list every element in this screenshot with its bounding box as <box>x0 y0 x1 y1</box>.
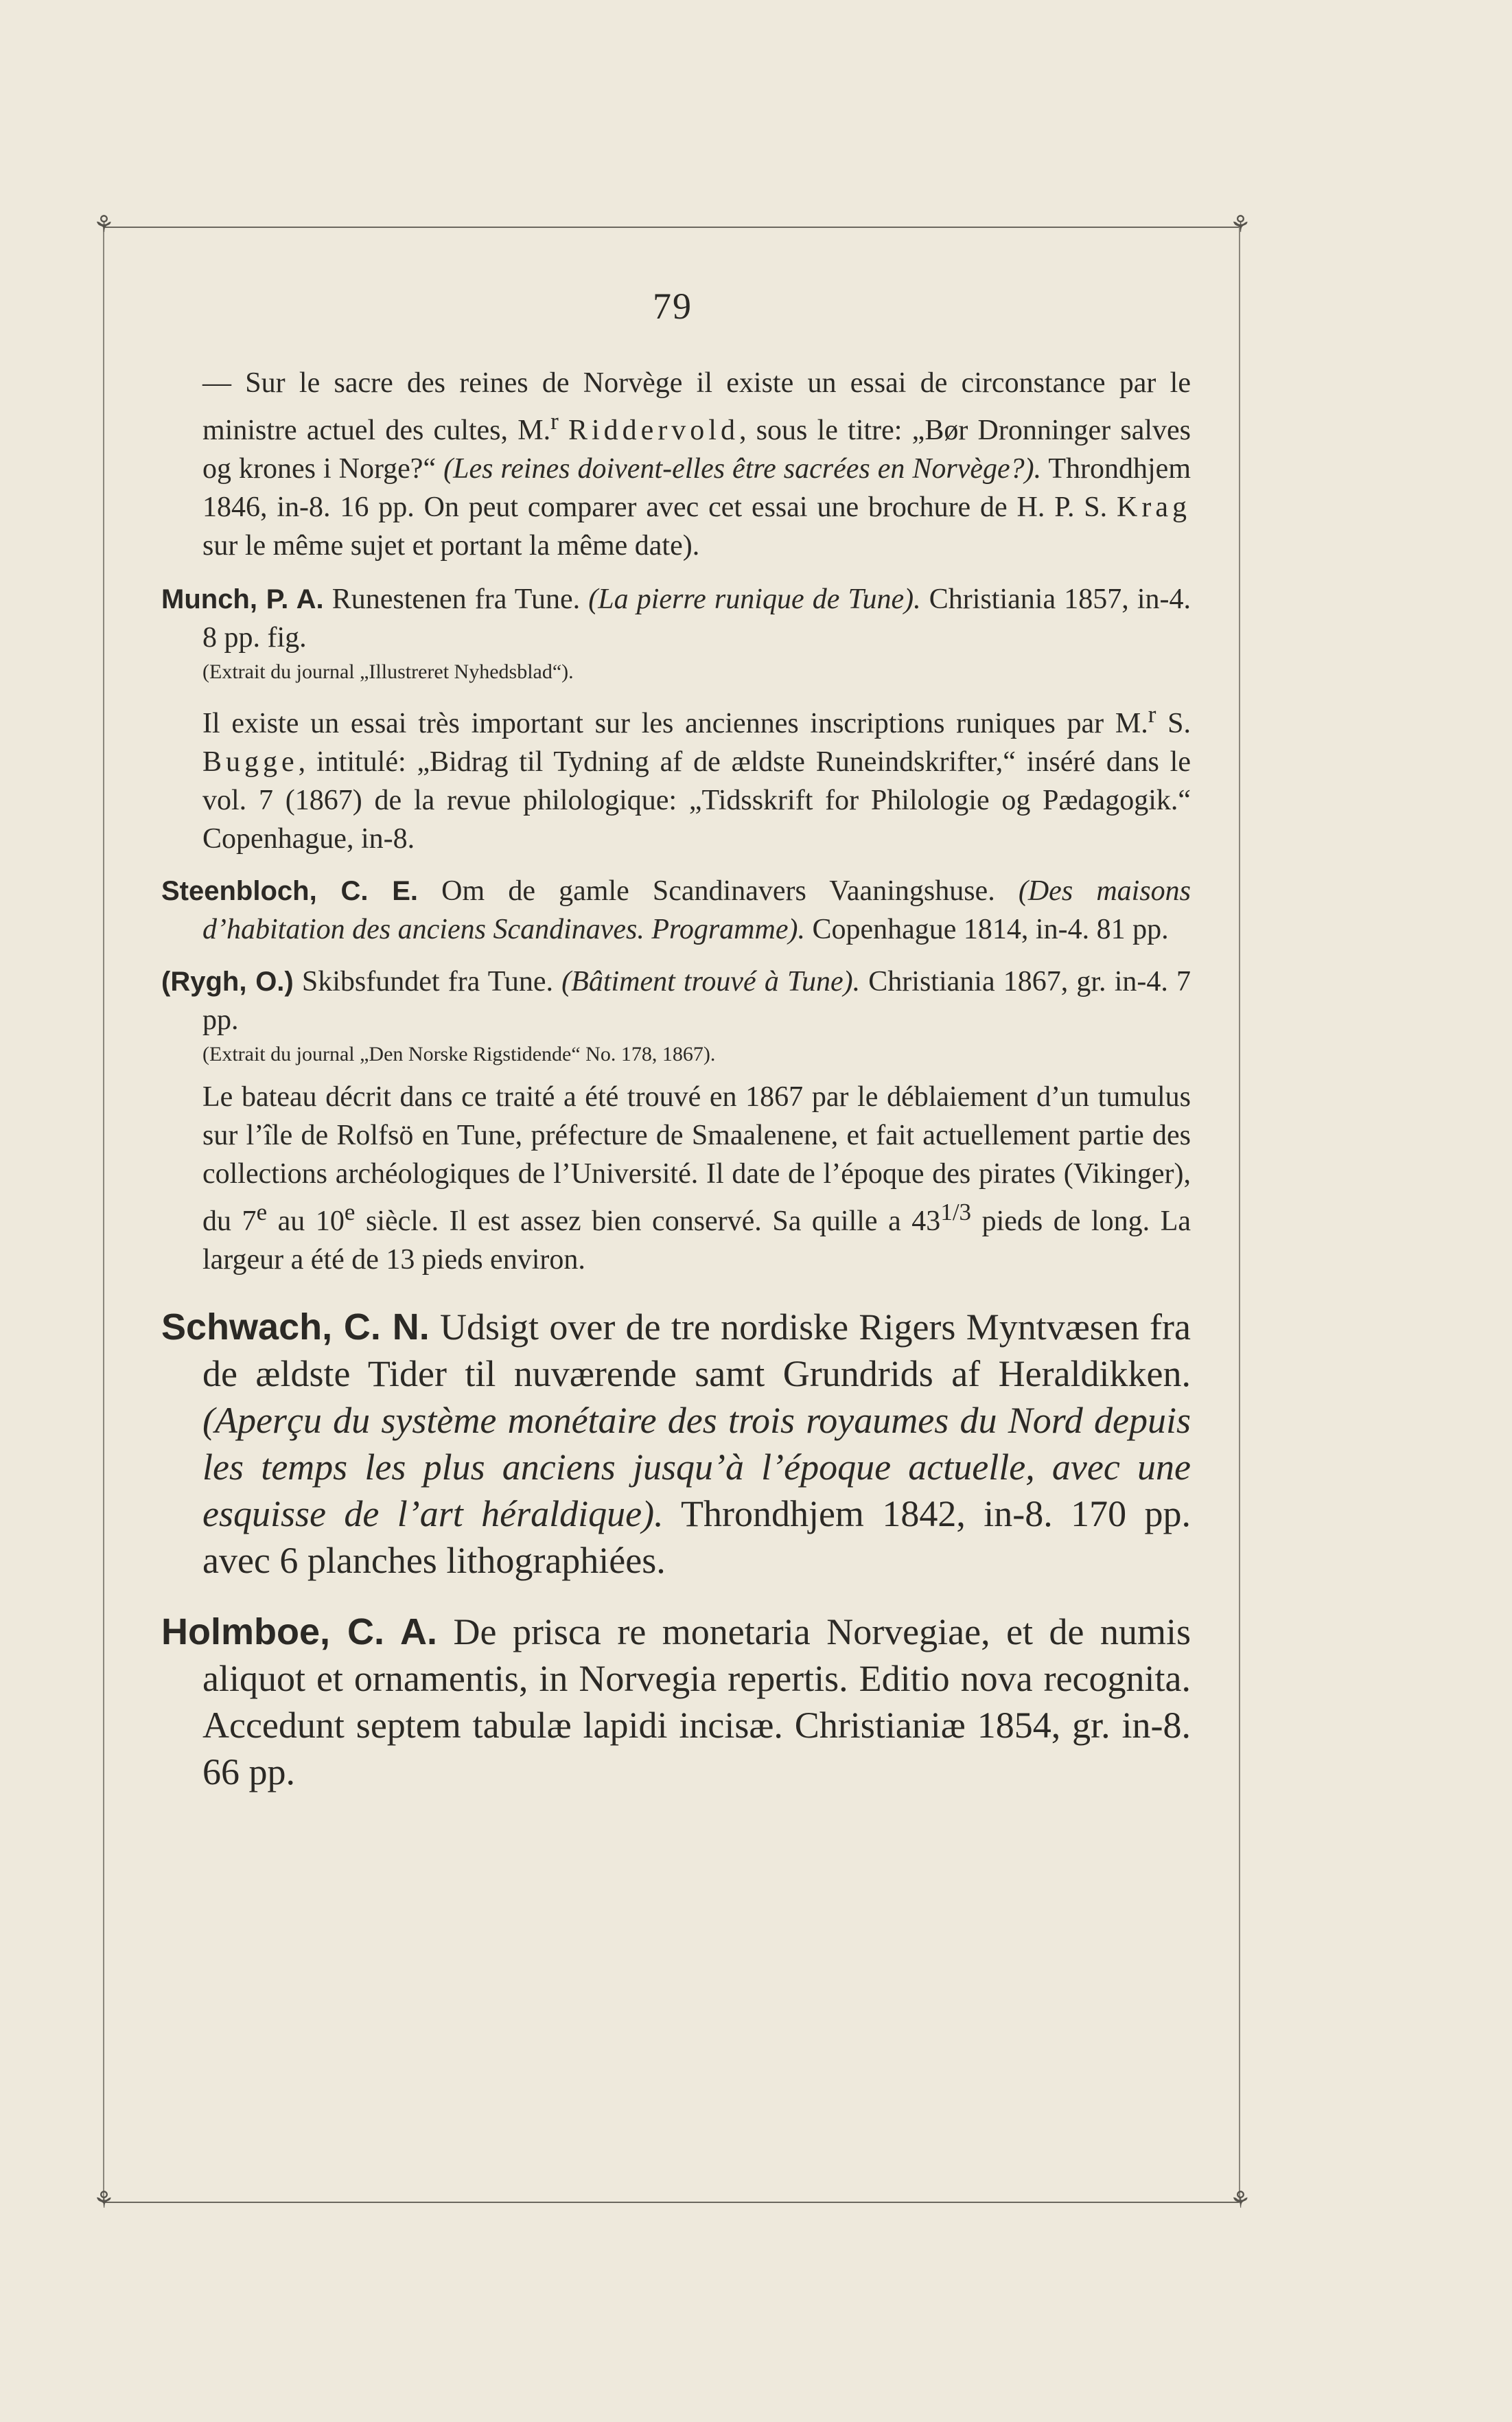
entry-author: Steenbloch, C. E. <box>161 876 419 906</box>
corner-ornament-icon: ⚘ <box>93 211 115 238</box>
entry-citation <box>161 962 1191 1039</box>
bibliography-entry <box>161 1304 1191 1584</box>
text: pieds de long. La largeur a été de 13 pieds environ. <box>202 1206 1191 1276</box>
text: Christiania 1867, gr. in-4. 7 pp. <box>202 966 1191 1036</box>
page-content <box>161 364 1191 1809</box>
text: Udsigt over de tre nordiske Rigers Myntvæsen fra de ældste Tider til nuværende samt Grundrids af Heraldikken. <box>202 1306 1191 1394</box>
corner-ornament-icon: ⚘ <box>1230 211 1251 238</box>
italic-text: (Les reines doivent-elles être sacrées en Norvège?). <box>443 453 1042 485</box>
entry-citation <box>161 872 1191 949</box>
superscript: r <box>550 408 559 435</box>
entry-commentary <box>161 695 1191 858</box>
text: Il existe un essai très important sur les anciennes inscriptions runiques par M. <box>202 708 1148 739</box>
fraction: 1/3 <box>940 1199 972 1225</box>
text: Throndhjem 1842, in-8. 170 pp. avec 6 planches lithographiées. <box>202 1493 1191 1581</box>
text: — Sur le sacre des reines de Norvège il existe un essai de circonstance par le ministre actuel des cultes, M. <box>202 367 1191 446</box>
italic-text: (Des maisons d’habitation des anciens Scandinaves. Programme). <box>202 875 1191 945</box>
frame-left-rule <box>103 227 104 2202</box>
italic-text: (Bâtiment trouvé à Tune). <box>561 966 861 997</box>
entry-author: (Rygh, O.) <box>161 967 294 997</box>
italic-text: (La pierre runique de Tune). <box>588 584 921 615</box>
bibliography-entry <box>161 962 1191 1279</box>
text: S. <box>1156 708 1191 739</box>
entry-note: (Extrait du journal „Den Norske Rigstidende“ No. 178, 1867). <box>202 1043 716 1065</box>
bibliography-entry <box>161 1608 1191 1795</box>
corner-ornament-icon: ⚘ <box>93 2187 115 2214</box>
text: Runestenen fra Tune. <box>323 584 589 615</box>
entry-author: Munch, P. A. <box>161 584 324 614</box>
text: De prisca re monetaria Norvegiae, et de numis aliquot et ornamentis, in Norvegia repertis. Editio nova recognita. Accedunt septem tabulæ lapidi incisæ. Christianiæ 1854, gr. in-8. 66 pp. <box>202 1611 1191 1792</box>
corner-ornament-icon: ⚘ <box>1230 2187 1251 2214</box>
frame-bottom-rule <box>103 2202 1239 2203</box>
superscript: e <box>256 1199 268 1225</box>
spaced-name: Krag <box>1117 492 1191 523</box>
text: Skibsfundet fra Tune. <box>293 966 562 997</box>
entry-commentary <box>161 1078 1191 1279</box>
entry-citation <box>161 1608 1191 1795</box>
superscript: e <box>344 1199 356 1225</box>
spaced-name: Riddervold <box>568 415 739 446</box>
spaced-name: Bugge <box>202 746 299 778</box>
entry-author: Holmboe, C. A. <box>161 1611 437 1652</box>
text: Om de gamle Scandinavers Vaaningshuse. <box>418 875 1019 907</box>
text: Throndhjem 1846, in-8. 16 pp. On peut comparer avec cet essai une brochure de H. P. S. <box>202 453 1191 523</box>
text: siècle. Il est assez bien conservé. Sa quille a 43 <box>355 1206 941 1237</box>
text: sur le même sujet et portant la même date). <box>202 530 700 562</box>
italic-text: (Aperçu du système monétaire des trois royaumes du Nord depuis les temps les plus anciens jusqu’à l’époque actuelle, avec une esquisse de l’art héraldique). <box>202 1400 1191 1534</box>
entry-note: (Extrait du journal „Illustreret Nyhedsblad“). <box>202 660 574 683</box>
frame-right-rule <box>1239 227 1240 2202</box>
text: Le bateau décrit dans ce traité a été trouvé en 1867 par le déblaiement d’un tumulus sur l’île de Rolfsö en Tune, préfecture de Smaalenene, et fait actuellement partie des collections archéologiques de l’Université. Il date de l’époque des pirates (Vikinger), du 7 <box>202 1081 1191 1237</box>
bibliography-entry <box>161 580 1191 858</box>
entry-citation <box>161 1304 1191 1584</box>
entry-citation <box>161 580 1191 657</box>
continued-note <box>161 364 1191 565</box>
text: , sous le titre: „Bør Dronninger salves og krones i Norge?“ <box>202 415 1191 485</box>
superscript: r <box>1148 701 1156 728</box>
frame-top-rule <box>103 227 1239 228</box>
text: Copenhague 1814, in-4. 81 pp. <box>804 914 1169 945</box>
text: Christiania 1857, in-4. 8 pp. fig. <box>202 584 1191 654</box>
text: au 10 <box>267 1206 345 1237</box>
entry-author: Schwach, C. N. <box>161 1306 430 1348</box>
bibliography-entry <box>161 872 1191 949</box>
page-number: 79 <box>653 286 693 327</box>
text: , intitulé: „Bidrag til Tydning af de ældste Runeindskrifter,“ inséré dans le vol. 7 (1867) de la revue philologique: „Tidsskrift for Philologie og Pædagogik.“ Copenhague, in-8. <box>202 746 1191 855</box>
